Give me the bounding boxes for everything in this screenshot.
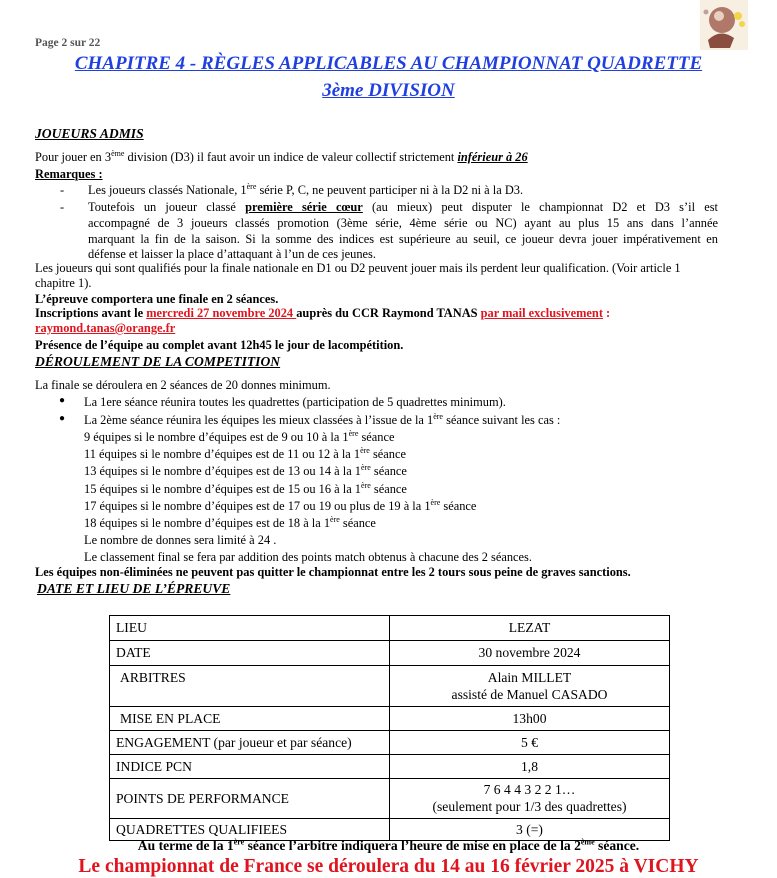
remarque-2-line-1: Toutefois un joueur classé première série cœur (au mieux) peut disputer le championnat D2 et D3 s’il est (88, 200, 718, 214)
donnes-limit: Le nombre de donnes sera limité à 24 . (84, 533, 277, 547)
row-label: DATE (110, 641, 390, 666)
inscription-note: Inscriptions avant le mercredi 27 novembre 2024 auprès du CCR Raymond TANAS par mail exclusivement : (35, 306, 611, 320)
finale-note: L’épreuve comportera une finale en 2 séances. (35, 292, 279, 306)
case-item: 13 équipes si le nombre d’équipes est de 13 ou 14 à la 1ère séance (84, 462, 407, 478)
table-row (110, 641, 670, 666)
presence-note: Présence de l’équipe au complet avant 12h45 le jour de lacompétition. (35, 338, 404, 352)
row-label: POINTS DE PERFORMANCE (110, 779, 390, 819)
table-row (110, 707, 670, 731)
non-eliminated-note: Les équipes non-éliminées ne peuvent pas quitter le championnat entre les 2 tours sous peine de graves sanctions. (35, 565, 631, 579)
deroulement-intro: La finale se déroulera en 2 séances de 20 donnes minimum. (35, 378, 331, 392)
row-label: LIEU (110, 616, 390, 641)
qualification-note-1: Les joueurs qui sont qualifiés pour la finale nationale en D1 ou D2 peuvent jouer mais ils perdent leur qualification. (Voir article 1 (35, 261, 681, 275)
row-label: QUADRETTES QUALIFIEES (110, 819, 390, 841)
event-info-table (109, 615, 670, 841)
row-value: Alain MILLET assisté de Manuel CASADO (390, 666, 670, 707)
federation-logo (700, 0, 748, 50)
case-item: 15 équipes si le nombre d’équipes est de 15 ou 16 à la 1ère séance (84, 480, 407, 496)
table-row (110, 755, 670, 779)
qualification-note-2: chapitre 1). (35, 276, 92, 290)
chapter-title: CHAPITRE 4 - RÈGLES APPLICABLES AU CHAMPIONNAT QUADRETTE (74, 53, 703, 74)
row-label: ENGAGEMENT (par joueur et par séance) (110, 731, 390, 755)
row-value: 1,8 (390, 755, 670, 779)
remarque-2-line-2: accompagné de 3 joueurs classés promotion (3ème série, 4ème série ou NC) ayant au plus 15 ans dans l’année (88, 216, 718, 230)
row-value: 13h00 (390, 707, 670, 731)
row-value: 3 (=) (390, 819, 670, 841)
row-value: LEZAT (390, 616, 670, 641)
table-row (110, 731, 670, 755)
division-title: 3ème DIVISION (322, 80, 455, 101)
remarques-label: Remarques : (35, 167, 103, 181)
row-label: INDICE PCN (110, 755, 390, 779)
row-value: 30 novembre 2024 (390, 641, 670, 666)
remarque-2-line-4: défense et laisser la place d’attaquant à l’un de ces jeunes. (88, 247, 376, 261)
section-heading-joueurs: JOUEURS ADMIS (35, 126, 144, 141)
row-label: ARBITRES (110, 666, 390, 707)
joueurs-intro: Pour jouer en 3ème division (D3) il faut avoir un indice de valeur collectif strictement inférieur à 26 (35, 148, 528, 164)
bullet-icon: ● (59, 395, 66, 406)
table-row (110, 616, 670, 641)
row-label: MISE EN PLACE (110, 707, 390, 731)
remarque-2-line-3: marquant la fin de la saison. Si la somme des indices est supérieure au seuil, ce joueur devra jouer impérativement en (88, 232, 718, 246)
table-row (110, 779, 670, 819)
section-heading-deroulement: DÉROULEMENT DE LA COMPETITION (35, 354, 281, 369)
case-item: 18 équipes si le nombre d’équipes est de 18 à la 1ère séance (84, 514, 376, 530)
table-row (110, 666, 670, 707)
bullet-icon: ● (59, 413, 66, 424)
case-item: 9 équipes si le nombre d’équipes est de 9 ou 10 à la 1ère séance (84, 428, 395, 444)
classement-final: Le classement final se fera par addition des points match obtenus à chacune des 2 séances. (84, 550, 532, 564)
row-value: 7 6 4 4 3 2 2 1… (seulement pour 1/3 des quadrettes) (390, 779, 670, 819)
section-heading-date-lieu: DATE ET LIEU DE L’ÉPREUVE (37, 581, 231, 596)
case-item: 11 équipes si le nombre d’équipes est de 11 ou 12 à la 1ère séance (84, 445, 406, 461)
case-item: 17 équipes si le nombre d’équipes est de 17 ou 19 ou plus de 19 à la 1ère séance (84, 497, 477, 513)
arbitre-note: Au terme de la 1ère séance l’arbitre indiquera l’heure de mise en place de la 2ème séance. (137, 837, 640, 853)
championnat-announcement: Le championnat de France se déroulera du 14 au 16 février 2025 à VICHY (78, 856, 699, 877)
row-value: 5 € (390, 731, 670, 755)
inscription-email-link[interactable]: raymond.tanas@orange.fr (35, 321, 176, 335)
page-number: Page 2 sur 22 (35, 37, 101, 49)
